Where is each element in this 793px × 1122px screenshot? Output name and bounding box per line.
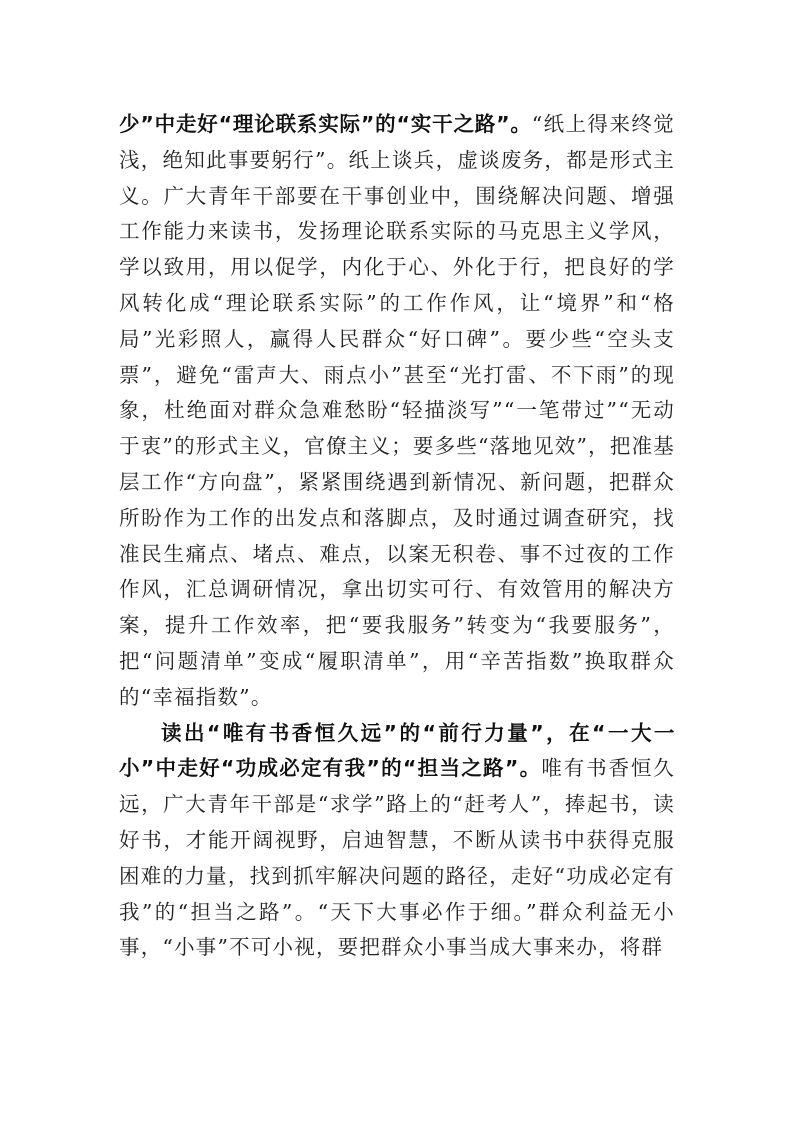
paragraph-1-body: “纸上得来终觉浅，绝知此事要躬行”。纸上谈兵，虚谈废务，都是形式主义。广大青年干部要在干事创业中，围绕解决问题、增强工作能力来读书，发扬理论联系实际的马克思主义学风，学以致用，用以促学，内化于心、外化于行，把良好的学风转化成“理论联系实际”的工作作风，让“境界”和“格局”光彩照人，赢得人民群众“好口碑”。要少些“空头支票”，避免“雷声大、雨点小”甚至“光打雷、不下雨”的现象，杜绝面对群众急难愁盼“轻描淡写”“一笔带过”“无动于衷”的形式主义，官僚主义；要多些“落地见效”，把准基层工作“方向盘”，紧紧围绕遇到新情况、新问题，把群众所盼作为工作的出发点和落脚点，及时通过调查研究，找准民生痛点、堵点、难点，以案无积卷、事不过夜的工作作风，汇总调研情况，拿出切实可行、有效管用的解决方案，提升工作效率，把“要我服务”转变为“我要服务”，把“问题清单”变成“履职清单”，用“辛苦指数”换取群众的“幸福指数”。 xyxy=(119,112,675,709)
paragraph-2 xyxy=(119,716,675,967)
paragraph-1-heading: 少”中走好“理论联系实际”的“实干之路”。 xyxy=(119,112,532,136)
paragraph-2-heading: 读出“唯有书香恒久远”的“前行力量”，在“一大一小”中走好“功成必定有我”的“担当之路”。 xyxy=(119,720,675,781)
paragraph-1 xyxy=(119,107,675,716)
paragraph-2-body: 唯有书香恒久远，广大青年干部是“求学”路上的“赶考人”，捧起书，读好书，才能开阔视野，启迪智慧，不断从读书中获得克服困难的力量，找到抓牢解决问题的路径，走好“功成必定有我”的“担当之路”。“天下大事必作于细。”群众利益无小事，“小事”不可小视，要把群众小事当成大事来办，将群 xyxy=(119,756,676,960)
document-page xyxy=(119,107,675,966)
